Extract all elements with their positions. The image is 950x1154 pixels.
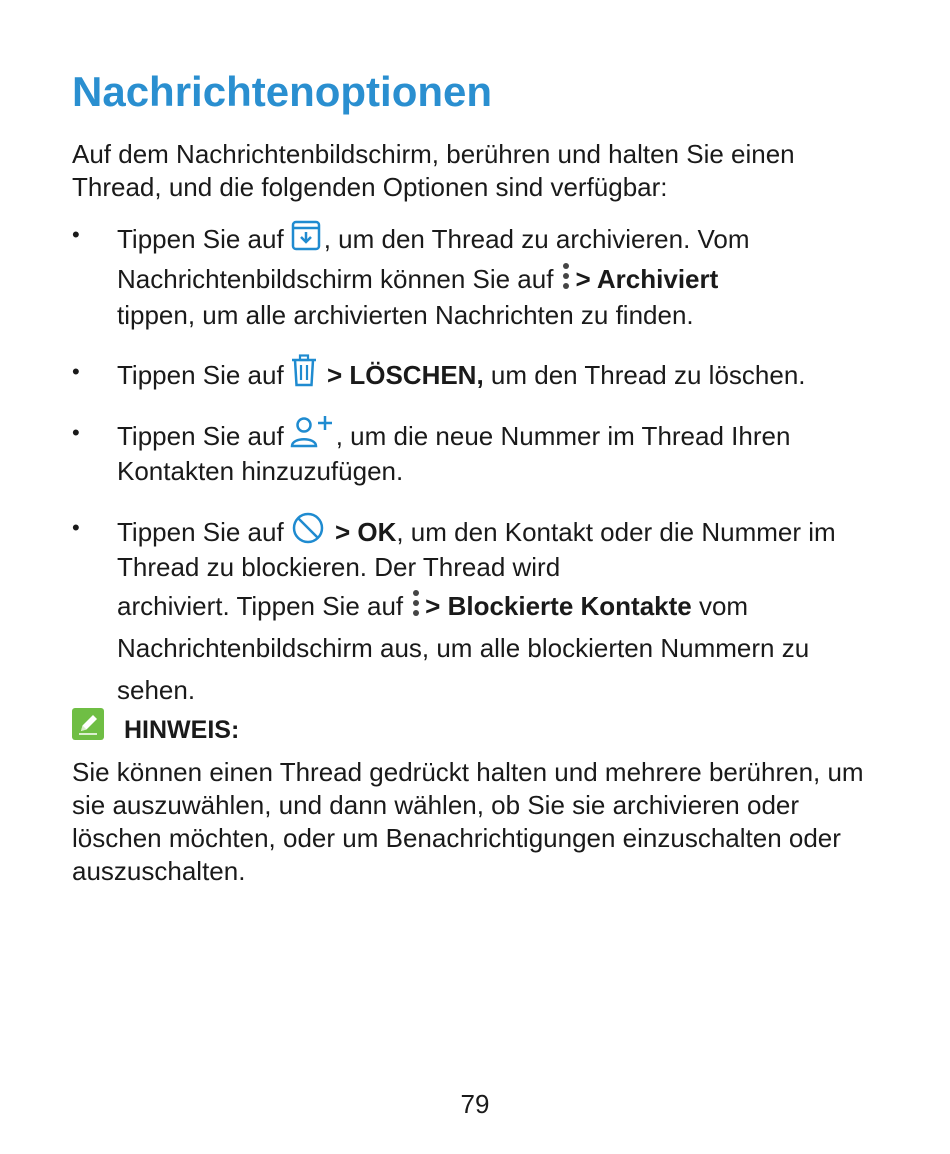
bullet-text: Tippen Sie auf	[117, 224, 284, 254]
bullet-text: Nachrichtenbildschirm können Sie auf	[117, 264, 554, 294]
pencil-note-icon	[72, 708, 104, 740]
list-item-block	[72, 511, 872, 711]
bullet-symbol: •	[72, 420, 80, 445]
trash-icon	[290, 354, 318, 388]
options-list	[72, 218, 872, 711]
bullet-text: tippen, um alle archivierten Nachrichten zu finden.	[117, 300, 694, 330]
bullet-text: Tippen Sie auf	[117, 360, 284, 390]
more-vert-icon	[559, 260, 573, 292]
page-title: Nachrichtenoptionen	[72, 68, 493, 115]
menu-path-ok: > OK	[334, 517, 397, 547]
menu-path-delete: > LÖSCHEN,	[326, 360, 484, 390]
bullet-text: Tippen Sie auf	[117, 517, 284, 547]
bullet-symbol: •	[72, 222, 80, 247]
more-vert-icon	[409, 587, 423, 619]
note-text: Sie können einen Thread gedrückt halten und mehrere berühren, um sie auszuwählen, und dann wählen, ob Sie sie archivieren oder löschen möchten, oder um Benachrichtigungen einzuschalten oder auszuschalten.	[72, 757, 864, 886]
bullet-text: , um die neue Nummer im Thread Ihren Kontakten hinzuzufügen.	[117, 421, 791, 486]
list-item-add-contact	[72, 415, 872, 489]
bullet-text: , um den Thread zu archivieren. Vom	[323, 224, 750, 254]
archive-icon	[290, 218, 322, 252]
note-label: HINWEIS:	[124, 715, 240, 744]
menu-path-blocked-contacts: > Blockierte Kontakte	[425, 591, 692, 621]
block-icon	[290, 511, 326, 545]
bullet-text: um den Thread zu löschen.	[483, 360, 806, 390]
bullet-symbol: •	[72, 515, 80, 540]
intro-paragraph: Auf dem Nachrichtenbildschirm, berühren und halten Sie einen Thread, und die folgenden Optionen sind verfügbar:	[72, 139, 795, 202]
bullet-text: vom Nachrichtenbildschirm aus, um alle blockierten Nummern zu sehen.	[117, 591, 810, 705]
bullet-text: , um den Kontakt oder die Nummer im Thread zu blockieren. Der Thread wird	[117, 517, 836, 582]
bullet-text: Tippen Sie auf	[117, 421, 284, 451]
add-contact-icon	[290, 415, 334, 449]
list-item-delete	[72, 354, 872, 393]
page-number: 79	[460, 1089, 490, 1119]
bullet-text: archiviert. Tippen Sie auf	[117, 591, 404, 621]
note-header	[72, 704, 239, 744]
menu-path-archived: > Archiviert	[575, 264, 719, 294]
list-item-archive	[72, 218, 872, 332]
bullet-symbol: •	[72, 359, 80, 384]
